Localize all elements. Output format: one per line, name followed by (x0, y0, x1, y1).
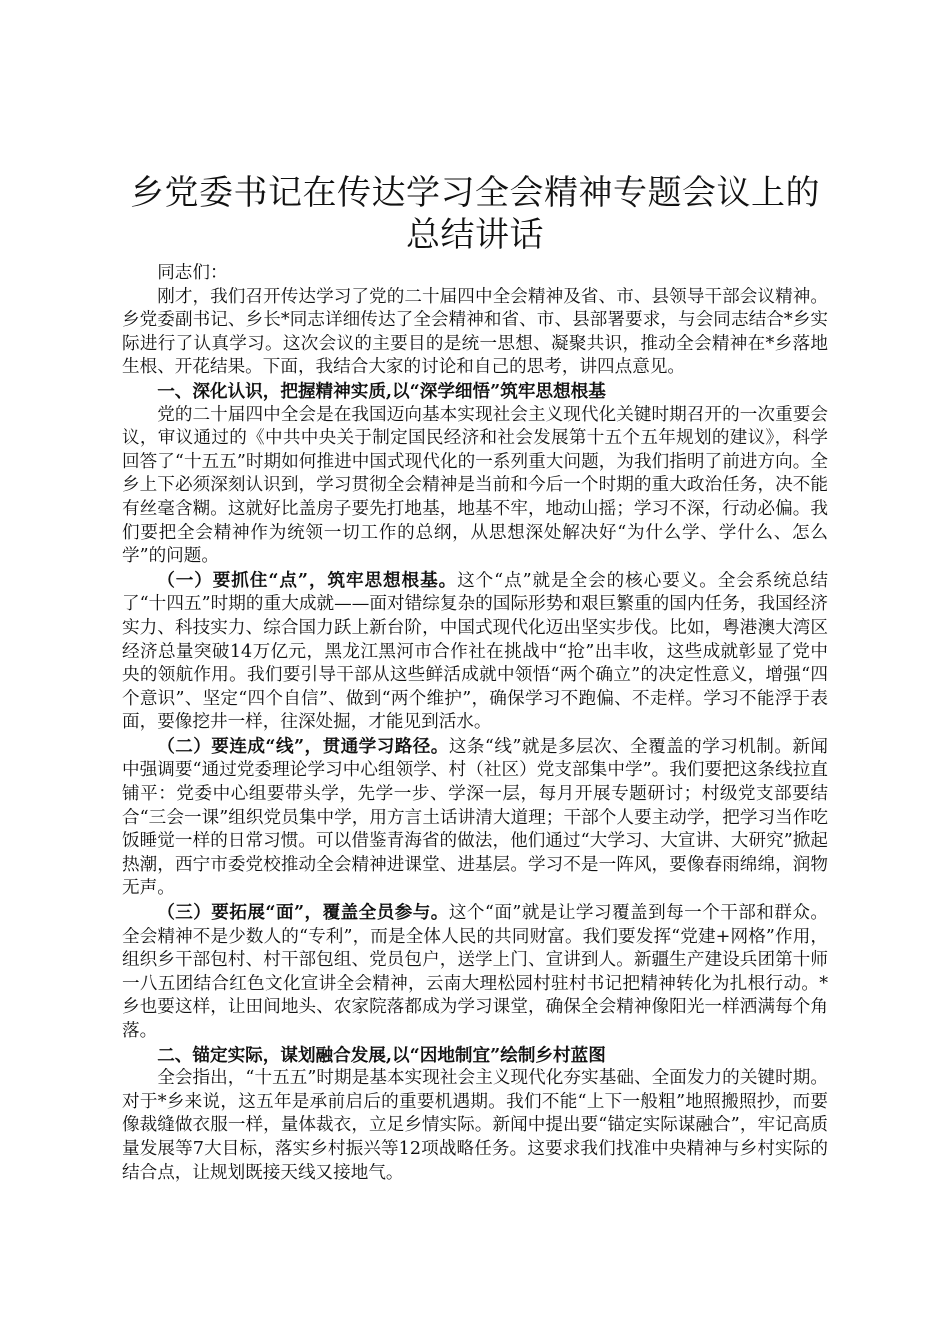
salutation: 同志们： (157, 263, 228, 283)
point-1-text: 这个“点”就是全会的核心要义。全会系统总结了“十四五”时期的重大成就——面对错综复杂的国际形势和艰巨繁重的国内任务，我国经济实力、科技实力、综合国力跃上新台阶，中国式现代化迈出坚实步伐。比如，粤港澳大湾区经济总量突破14万亿元，黑龙江黑河市合作社在挑战中“抢”出丰收，这些成就彰显了党中央的领航作用。我们要引导干部从这些鲜活成就中领悟“两个确立”的决定性意义，增强“四个意识”、坚定“四个自信”、做到“两个维护”，确保学习不跑偏、不走样。学习不能浮于表面，要像挖井一样，往深处掘，才能见到活水。 (122, 570, 828, 733)
point-1-lead: （一）要抓住“点”，筑牢思想根基。 (157, 569, 458, 591)
document-title (122, 172, 828, 256)
intro-paragraph: 刚才，我们召开传达学习了党的二十届四中全会精神及省、市、县领导干部会议精神。乡党委副书记、乡长*同志详细传达了全会精神和省、市、县部署要求，与会同志结合*乡实际进行了认真学习。这次会议的主要目的是统一思想、凝聚共识，推动全会精神在*乡落地生根、开花结果。下面，我结合大家的讨论和自己的思考，讲四点意见。 (122, 286, 828, 378)
point-1-paragraph (122, 569, 828, 735)
section-2-paragraph: 全会指出，“十五五”时期是基本实现社会主义现代化夯实基础、全面发力的关键时期。对于*乡来说，这五年是承前启后的重要机遇期。我们不能“上下一般粗”地照搬照抄，而要像裁缝做衣服一样，量体裁衣，立足乡情实际。新闻中提出要“锚定实际谋融合”，牢记高质量发展等7大目标，落实乡村振兴等12项战略任务。这要求我们找准中央精神与乡村实际的结合点，让规划既接天线又接地气。 (122, 1068, 828, 1183)
section-1-paragraph: 党的二十届四中全会是在我国迈向基本实现社会主义现代化关键时期召开的一次重要会议，审议通过的《中共中央关于制定国民经济和社会发展第十五个五年规划的建议》，科学回答了“十五五”时期如何推进中国式现代化的一系列重大问题，为我们指明了前进方向。全乡上下必须深刻认识到，学习贯彻全会精神是当前和今后一个时期的重大政治任务，决不能有丝毫含糊。这就好比盖房子要先打地基，地基不牢，地动山摇；学习不深，行动必偏。我们要把全会精神作为统领一切工作的总纲，从思想深处解决好“为什么学、学什么、怎么学”的问题。 (122, 404, 828, 567)
point-3-lead: （三）要拓展“面”，覆盖全员参与。 (157, 902, 449, 924)
title-line-2: 总结讲话 (406, 215, 544, 255)
point-3-text: 这个“面”就是让学习覆盖到每一个干部和群众。全会精神不是少数人的“专利”，而是全体人民的共同财富。我们要发挥“党建+网格”作用，组织乡干部包村、村干部包组、党员包户，送学上门、宣讲到人。新疆生产建设兵团第十师一八五团结合红色文化宣讲全会精神，云南大理松园村驻村书记把精神转化为扎根行动。*乡也要这样，让田间地头、农家院落都成为学习课堂，确保全会精神像阳光一样洒满每个角落。 (122, 903, 828, 1041)
section-1-heading: 一、深化认识，把握精神实质,以“深学细悟”筑牢思想根基 (157, 380, 606, 402)
document-page (122, 172, 828, 1185)
section-2-heading: 二、锚定实际，谋划融合发展,以“因地制宜”绘制乡村蓝图 (157, 1044, 606, 1066)
point-3-paragraph (122, 901, 828, 1044)
point-2-lead: （二）要连成“线”，贯通学习路径。 (157, 735, 449, 757)
document-body (122, 262, 828, 1185)
point-2-text: 这条“线”就是多层次、全覆盖的学习机制。新闻中强调要“通过党委理论学习中心组领学、村（社区）党支部集中学”。我们要把这条线拉直铺平：党委中心组要带头学，先学一步、学深一层，每月开展专题研讨；村级党支部要结合“三会一课”组织党员集中学，用方言土话讲清大道理；干部个人要主动学，把学习当作吃饭睡觉一样的日常习惯。可以借鉴青海省的做法，他们通过“大学习、大宣讲、大研究”掀起热潮，西宁市委党校推动全会精神进课堂、进基层。学习不是一阵风，要像春雨绵绵，润物无声。 (122, 736, 828, 899)
point-2-paragraph (122, 735, 828, 901)
title-line-1: 乡党委书记在传达学习全会精神专题会议上的 (130, 173, 820, 213)
